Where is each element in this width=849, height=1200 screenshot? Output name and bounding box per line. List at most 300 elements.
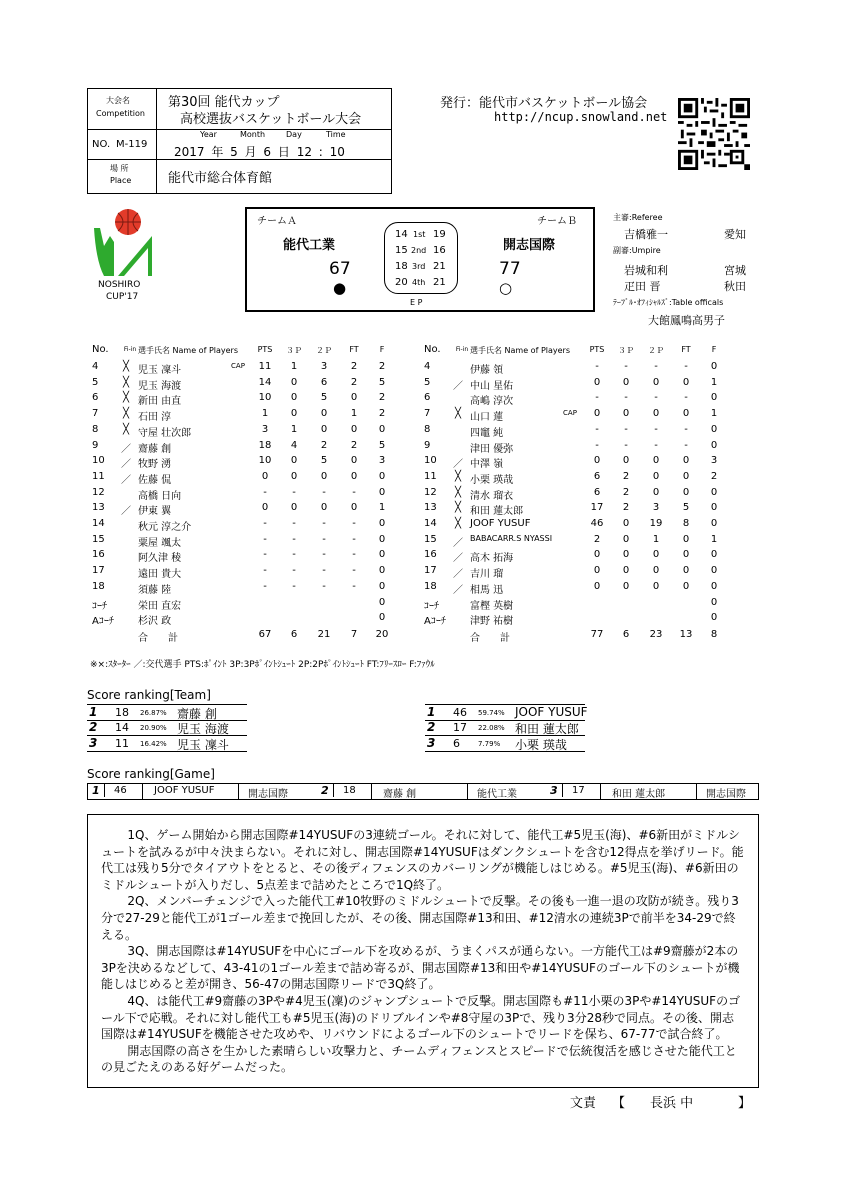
header-2p: ２Ｐ <box>316 346 332 355</box>
player-fouls: 5 <box>378 439 386 451</box>
player-row <box>92 502 392 519</box>
ep-label: E P <box>410 298 423 307</box>
header-ft: FT <box>681 345 691 354</box>
player-3p: - <box>292 518 296 529</box>
player-name: 守屋 壮次郎 <box>138 427 192 439</box>
player-number: 16 <box>92 549 105 561</box>
player-fouls: 0 <box>378 533 386 545</box>
player-3p: 4 <box>290 439 298 451</box>
player-name: 児玉 凜斗 <box>138 365 182 376</box>
player-row <box>424 565 724 582</box>
game-ranking-rank: 2 <box>321 784 334 797</box>
table-officials-name: 大館鳳鳴高男子 <box>648 314 725 327</box>
player-row <box>424 487 724 504</box>
teamB-name: 開志国際 <box>503 238 556 253</box>
player-name: 清水 瑠衣 <box>470 490 514 502</box>
player-ft: - <box>684 439 688 451</box>
player-row <box>424 612 724 629</box>
player-2p: 0 <box>320 470 328 482</box>
player-2p: 19 <box>649 518 663 529</box>
starter-sub-mark: ╳ <box>122 361 130 372</box>
player-name: 杉沢 政 <box>138 616 172 628</box>
player-number: ｺｰﾁ <box>424 600 439 612</box>
game-ranking-divider <box>696 784 697 799</box>
player-name: 四竈 純 <box>470 427 504 439</box>
game-ranking-item <box>546 784 775 799</box>
player-ft: - <box>352 580 356 592</box>
header-f: F <box>379 345 385 354</box>
player-3p: 0 <box>622 565 630 577</box>
header-no: No. <box>92 344 109 355</box>
teamB-ranking <box>425 704 588 752</box>
game-ranking-divider <box>600 784 601 799</box>
player-fouls: 0 <box>710 486 718 498</box>
player-row <box>424 581 724 598</box>
player-fouls: 2 <box>378 361 386 372</box>
captain-badge: CAP <box>231 362 245 370</box>
player-3p: - <box>624 423 628 435</box>
period-a: 20 <box>395 277 408 288</box>
starter-sub-mark: ╳ <box>122 408 130 420</box>
player-pts: 0 <box>593 376 601 388</box>
player-pts: 18 <box>258 439 272 451</box>
player-name: 中山 星佑 <box>470 380 514 392</box>
player-fouls: 1 <box>710 376 718 388</box>
period-b: 16 <box>433 245 446 256</box>
player-ft: 0 <box>682 486 690 498</box>
player-2p: 0 <box>652 455 660 467</box>
game-ranking-divider <box>467 784 468 799</box>
player-ft: 0 <box>350 470 358 482</box>
player-ft: 0 <box>350 455 358 467</box>
player-pts: 0 <box>593 408 601 420</box>
ranking-rank: 3 <box>89 736 98 750</box>
player-3p: - <box>292 580 296 592</box>
commentary-q4: 4Q、は能代工#9齋藤の3Pや#4児玉(凜)のジャンプシュートで反撃。開志国際も#11小栗の3Pや#14YUSUFのゴール下で応戦。それに対し能代工も#5児玉(海)のドリブルインや#8守屋の3Pで、残り3分28秒で同点。その後、開志国際は#14YUSUFを機能させた攻めや、リバウンドによるゴール下のシュートでリードを保ち、67-77で試合終了。 <box>101 993 741 1042</box>
player-3p: 2 <box>622 470 630 482</box>
commentary-q3: 3Q、開志国際は#14YUSUFを中心にゴール下を攻めるが、うまくパスが通らない。一方能代工は#9齋藤が2本の3Pを決めるなどして、43-41の1ゴール差まで詰め寄るが、開志国際#13和田や#14YUSUFのゴール下のシュートが機能しはじめると差が開き、56-47の開志国際リードで3Q終了。 <box>101 944 740 992</box>
total-3p: 6 <box>622 628 630 640</box>
ranking-percent: 26.87% <box>140 709 167 717</box>
player-fouls: 1 <box>710 533 718 545</box>
period-b: 21 <box>433 277 446 288</box>
ranking-points: 6 <box>453 737 460 750</box>
player-3p: 0 <box>622 408 630 420</box>
player-fouls: 0 <box>710 423 718 435</box>
player-fouls: 0 <box>710 518 718 529</box>
competition-line1: 第30回 能代カップ <box>168 95 280 110</box>
player-fouls: 2 <box>378 392 386 404</box>
player-fouls: 0 <box>378 486 386 498</box>
month-label: Month <box>240 130 266 139</box>
ranking-player: JOOF YUSUF <box>515 705 588 719</box>
player-pts: - <box>263 486 267 498</box>
game-ranking-player: 齋藤 創 <box>383 789 417 800</box>
starter-sub-mark: ／ <box>453 569 463 581</box>
player-fouls: 2 <box>378 408 386 420</box>
player-fouls: 0 <box>378 518 386 529</box>
ranking-row <box>425 736 585 752</box>
player-3p: 0 <box>290 392 298 404</box>
player-3p: 1 <box>290 361 298 372</box>
place-value: 能代市総合体育館 <box>168 171 273 186</box>
player-ft: 8 <box>682 518 690 529</box>
player-row <box>92 549 392 566</box>
referee-pref: 愛知 <box>724 228 746 241</box>
player-2p: 0 <box>652 580 660 592</box>
footer-writer: 長浜 中 <box>650 1096 694 1111</box>
player-3p: 0 <box>622 455 630 467</box>
player-name: 伊藤 領 <box>470 365 504 376</box>
player-name: 高嶋 淳次 <box>470 396 514 408</box>
player-fouls: 0 <box>710 565 718 577</box>
player-3p: 0 <box>622 533 630 545</box>
player-number: 13 <box>424 502 437 514</box>
player-ft: 0 <box>682 549 690 561</box>
player-2p: 5 <box>320 455 328 467</box>
player-2p: 5 <box>320 392 328 404</box>
period-label: 1st <box>413 230 426 239</box>
player-3p: - <box>292 549 296 561</box>
player-fouls: 0 <box>378 549 386 561</box>
time-label: Time <box>326 130 346 139</box>
player-2p: 6 <box>320 376 328 388</box>
player-ft: 0 <box>682 565 690 577</box>
player-2p: 0 <box>652 408 660 420</box>
player-pts: 0 <box>593 455 601 467</box>
player-3p: 0 <box>290 470 298 482</box>
player-2p: 2 <box>320 439 328 451</box>
total-pts: 67 <box>258 628 272 640</box>
player-number: 4 <box>424 361 431 372</box>
player-fouls: 0 <box>710 361 718 372</box>
player-row <box>92 377 392 394</box>
period-b: 21 <box>433 261 446 272</box>
player-3p: 0 <box>622 518 630 529</box>
player-number: 6 <box>424 392 431 404</box>
player-row <box>424 424 724 441</box>
player-name: 牧野 湧 <box>138 459 172 471</box>
player-2p: 0 <box>320 423 328 435</box>
starter-sub-mark: ╳ <box>454 470 462 482</box>
footer-label: 文責 <box>570 1096 597 1111</box>
player-ft: 2 <box>350 439 358 451</box>
teamA-score: 67 <box>329 259 351 279</box>
captain-badge: CAP <box>563 409 577 418</box>
ranking-points: 14 <box>115 721 129 734</box>
referee-label: 主審:Referee <box>613 213 663 222</box>
ranking-percent: 20.90% <box>140 724 167 732</box>
player-pts: 2 <box>593 533 601 545</box>
header-player: 選手氏名 Name of Players <box>470 346 571 355</box>
game-ranking-player: 和田 蓮太郎 <box>612 789 666 800</box>
player-3p: 0 <box>290 455 298 467</box>
player-2p: 0 <box>652 470 660 482</box>
player-2p: 3 <box>320 361 328 372</box>
basketball-hand-icon <box>88 206 158 280</box>
player-2p: 0 <box>320 408 328 420</box>
player-fouls: 0 <box>378 612 386 624</box>
umpire1-name: 岩城和利 <box>624 264 668 277</box>
game-ranking-player: JOOF YUSUF <box>154 785 215 796</box>
ranking-player: 児玉 凜斗 <box>177 738 229 752</box>
player-number: 18 <box>92 580 105 592</box>
player-3p: - <box>624 439 628 451</box>
player-row <box>92 455 392 472</box>
ranking-row <box>87 720 247 736</box>
ranking-row <box>425 704 588 721</box>
player-2p: 0 <box>320 502 328 514</box>
header-3p: ３Ｐ <box>286 346 302 355</box>
player-2p: - <box>322 565 326 577</box>
commentary-q1: 1Q、ゲーム開始から開志国際#14YUSUFの3連続ゴール。それに対して、能代工#5児玉(海)、#6新田がミドルシュートを試みるが中々決まらない。それに対し、開志国際#14YUSUFはダンクシュートを含む12得点を挙げリード。能代工は残り5分でタイアウトをとると、その後ディフェンスのカバーリングが機能しはじめる。#5児玉(海)、#6新田のミドルシュートが入りだし、5点差まで詰めたところで1Q終了。 <box>101 828 744 892</box>
period-scores <box>384 222 458 294</box>
player-pts: 0 <box>261 502 269 514</box>
player-number: ｺｰﾁ <box>92 600 107 612</box>
player-number: 4 <box>92 361 99 372</box>
player-name: 中澤 嶺 <box>470 459 504 471</box>
teamB-stats-table <box>424 344 724 644</box>
player-2p: 0 <box>652 486 660 498</box>
player-number: 12 <box>424 486 437 498</box>
player-number: 7 <box>424 408 431 420</box>
player-name: 佐藤 侃 <box>138 474 172 486</box>
ranking-percent: 22.08% <box>478 724 505 732</box>
ranking-rank: 2 <box>89 720 98 734</box>
player-row <box>92 597 392 614</box>
player-number: 6 <box>92 392 99 404</box>
player-row <box>424 534 724 551</box>
period-a: 14 <box>395 229 408 240</box>
player-2p: - <box>654 423 658 435</box>
player-number: 8 <box>424 423 431 435</box>
no-value: M-119 <box>116 139 148 150</box>
player-row <box>424 502 724 519</box>
total-3p: 6 <box>290 628 298 640</box>
header-f: F <box>711 345 717 354</box>
player-2p: 1 <box>652 533 660 545</box>
player-row <box>424 377 724 394</box>
header-2p: ２Ｐ <box>648 346 664 355</box>
period-b: 19 <box>433 229 446 240</box>
player-fouls: 1 <box>710 408 718 420</box>
player-fouls: 0 <box>378 596 386 608</box>
player-ft: - <box>352 486 356 498</box>
game-ranking-team: 開志国際 <box>248 789 288 800</box>
player-name: 富樫 英樹 <box>470 600 514 612</box>
table-officials-label: ﾃｰﾌﾞﾙ･ｵﾌｨｼｬﾙｽﾞ:Table officals <box>613 298 724 307</box>
player-name: 阿久津 稜 <box>138 553 182 565</box>
player-name: 粟屋 颯太 <box>138 537 182 549</box>
umpire1-pref: 宮城 <box>724 264 746 277</box>
player-name: 新田 由直 <box>138 396 182 408</box>
total-ft: 7 <box>350 628 358 640</box>
place-label-en: Place <box>110 176 132 185</box>
player-number: 10 <box>424 455 437 467</box>
teamB-label: チームＢ <box>537 216 577 227</box>
player-row <box>92 612 392 629</box>
player-pts: 6 <box>593 470 601 482</box>
player-pts: 1 <box>261 408 269 420</box>
player-row <box>424 361 724 378</box>
player-fouls: 0 <box>710 502 718 514</box>
umpire2-pref: 秋田 <box>724 280 746 293</box>
player-ft: 0 <box>682 455 690 467</box>
total-2p: 21 <box>317 628 331 640</box>
game-ranking-points: 46 <box>114 785 127 796</box>
player-fouls: 0 <box>710 596 718 608</box>
player-number: 10 <box>92 455 105 467</box>
player-ft: - <box>684 423 688 435</box>
player-row <box>92 471 392 488</box>
player-fouls: 2 <box>710 470 718 482</box>
logo-text: NOSHIRO <box>98 280 141 290</box>
player-fouls: 0 <box>378 470 386 482</box>
player-2p: 0 <box>652 549 660 561</box>
player-fouls: 0 <box>710 612 718 624</box>
game-ranking-team: 能代工業 <box>477 789 517 800</box>
starter-sub-mark: ／ <box>453 584 463 596</box>
competition-label-en: Competition <box>96 109 145 118</box>
game-ranking-rank: 1 <box>92 784 105 797</box>
player-row <box>92 518 392 535</box>
game-ranking-item <box>88 784 317 799</box>
player-2p: - <box>322 533 326 545</box>
total-label: 合 計 <box>138 632 178 644</box>
player-pts: - <box>595 361 599 372</box>
player-row <box>424 597 724 614</box>
player-pts: - <box>595 423 599 435</box>
player-ft: - <box>352 565 356 577</box>
player-name: 津田 優弥 <box>470 443 514 455</box>
publisher-url: http://ncup.snowland.net <box>494 110 668 124</box>
player-pts: - <box>263 533 267 545</box>
starter-sub-mark: ／ <box>121 506 131 518</box>
player-row <box>92 408 392 425</box>
player-2p: - <box>322 518 326 529</box>
legend: ※×:ｽﾀｰﾀｰ ／:交代選手 PTS:ﾎﾟｲﾝﾄ 3P:3Pﾎﾟｲﾝﾄｼｭｰﾄ 2P:2Pﾎﾟｲﾝﾄｼｭｰﾄ FT:ﾌﾘｰｽﾛｰ F:ﾌｧｳﾙ <box>90 660 435 670</box>
player-number: 5 <box>92 376 99 388</box>
player-row <box>92 392 392 409</box>
player-2p: - <box>654 392 658 404</box>
starter-sub-mark: ╳ <box>454 502 462 514</box>
player-name: 吉川 瑠 <box>470 569 504 581</box>
player-ft: - <box>352 518 356 529</box>
player-pts: 10 <box>258 392 272 404</box>
period-label: 4th <box>412 278 426 287</box>
player-3p: 2 <box>622 486 630 498</box>
noshiro-cup-logo <box>88 206 158 280</box>
teamB-score: 77 <box>499 259 521 279</box>
ranking-row <box>87 736 247 752</box>
player-name: 山口 蓮 <box>470 412 504 424</box>
player-row <box>424 549 724 566</box>
game-ranking-divider <box>142 784 143 799</box>
player-number: 9 <box>424 439 431 451</box>
player-3p: 0 <box>622 549 630 561</box>
player-pts: - <box>595 439 599 451</box>
player-row <box>92 487 392 504</box>
player-ft: 0 <box>682 408 690 420</box>
starter-sub-mark: ╳ <box>122 376 130 388</box>
player-ft: 0 <box>350 423 358 435</box>
competition-label: 大会名 <box>106 96 130 105</box>
header-pts: PTS <box>257 345 273 354</box>
total-ft: 13 <box>679 628 693 640</box>
header-fi: Fi-in <box>455 346 469 353</box>
player-pts: 0 <box>261 470 269 482</box>
total-row <box>424 629 724 646</box>
player-fouls: 0 <box>710 549 718 561</box>
player-2p: 3 <box>652 502 660 514</box>
player-name: 須藤 陸 <box>138 584 172 596</box>
competition-line2: 高校選抜バスケットボール大会 <box>180 112 362 127</box>
player-row <box>424 408 724 425</box>
player-ft: 1 <box>350 408 358 420</box>
header-no: No. <box>424 344 441 355</box>
player-ft: 0 <box>682 580 690 592</box>
player-ft: 0 <box>682 533 690 545</box>
total-fouls: 8 <box>710 628 718 640</box>
player-2p: - <box>322 549 326 561</box>
player-fouls: 1 <box>378 502 386 514</box>
table-header-row <box>424 344 724 361</box>
player-3p: - <box>292 565 296 577</box>
player-row <box>424 392 724 409</box>
footer-bracket-open: 【 <box>612 1096 626 1111</box>
player-ft: 5 <box>682 502 690 514</box>
starter-sub-mark: ╳ <box>454 486 462 498</box>
player-number: Aｺｰﾁ <box>92 616 114 628</box>
commentary-box <box>87 814 759 1088</box>
game-ranking-divider <box>371 784 372 799</box>
starter-sub-mark: ／ <box>453 459 463 471</box>
starter-sub-mark: ╳ <box>454 518 462 529</box>
player-number: 9 <box>92 439 99 451</box>
game-ranking-points: 17 <box>572 785 585 796</box>
starter-sub-mark: ／ <box>453 380 463 392</box>
player-2p: 0 <box>652 376 660 388</box>
footer-bracket-close: 】 <box>738 1096 752 1111</box>
umpire-label: 副審:Umpire <box>613 246 661 255</box>
player-3p: - <box>292 486 296 498</box>
player-name: 栄田 直宏 <box>138 600 182 612</box>
player-name: 和田 蓮太郎 <box>470 506 524 518</box>
player-number: 13 <box>92 502 105 514</box>
ranking-player: 児玉 海渡 <box>177 722 229 736</box>
player-fouls: 3 <box>710 455 718 467</box>
player-ft: 2 <box>350 361 358 372</box>
player-name: 高橋 日向 <box>138 490 182 502</box>
game-ranking-rank: 3 <box>550 784 563 797</box>
player-name: 齋藤 創 <box>138 443 172 455</box>
player-number: 12 <box>92 486 105 498</box>
player-number: 18 <box>424 580 437 592</box>
player-pts: - <box>263 580 267 592</box>
player-row <box>424 471 724 488</box>
period-a: 18 <box>395 261 408 272</box>
ranking-points: 46 <box>453 706 467 719</box>
player-2p: - <box>322 486 326 498</box>
ranking-player: 齋藤 創 <box>177 707 217 721</box>
total-fouls: 20 <box>375 628 389 640</box>
player-number: 14 <box>424 518 437 529</box>
player-row <box>92 440 392 457</box>
player-3p: - <box>624 392 628 404</box>
player-fouls: 0 <box>710 392 718 404</box>
player-number: 17 <box>424 565 437 577</box>
player-pts: 0 <box>593 580 601 592</box>
